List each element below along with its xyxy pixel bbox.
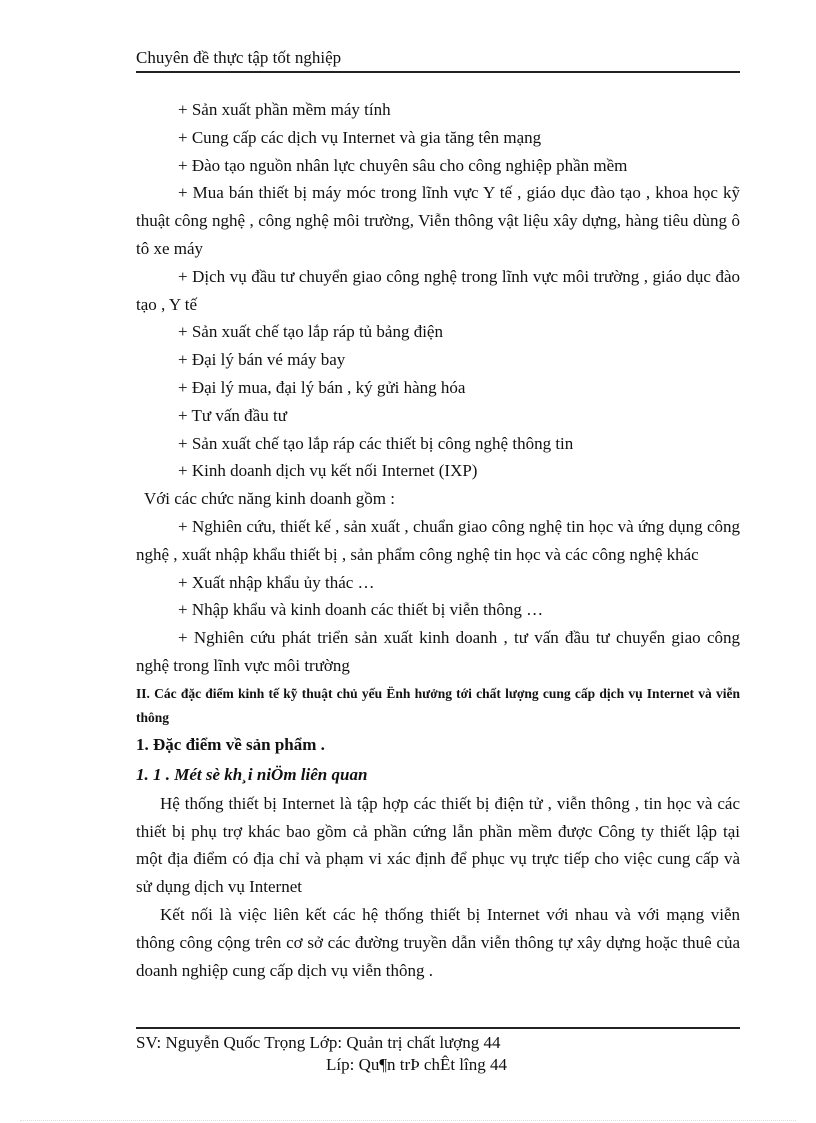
footer-class-line: Líp: Qu¶n trÞ chÊt lîng 44 [326,1055,507,1074]
list-item: + Kinh doanh dịch vụ kết nối Internet (IXP) [178,461,478,481]
section-heading: II. Các đặc điểm kinh tế kỹ thuật chủ yếu Ënh hưởng tới chất lượng cung cấp dịch vụ Internet và viễn thông [136,685,740,725]
footer-divider [136,1027,740,1029]
heading-product-features: 1. Đặc điểm về sản phẩm . [136,734,325,754]
page-header-title: Chuyên đề thực tập tốt nghiệp [136,48,342,67]
list-item: + Đại lý bán vé máy bay [178,350,346,370]
list-item: + Tư vấn đầu tư [178,405,287,425]
list-item: + Sản xuất chế tạo lắp ráp tủ bảng điện [178,322,443,342]
list-item: + Sản xuất chế tạo lắp ráp các thiết bị công nghệ thông tin [178,433,574,453]
paragraph-internet-system: Hệ thống thiết bị Internet là tập hợp các thiết bị điện tử , viễn thông , tin học và các thiết bị phụ trợ khác bao gồm cả phần cứng lẫn phần mềm được Công ty thiết lập tại một địa điểm có địa chỉ và phạm vi xác định để phục vụ trực tiếp cho việc cung cấp và sử dụng dịch vụ Internet [136,793,740,897]
list-item: + Sản xuất phần mềm máy tính [178,100,391,119]
list-item: + Dịch vụ đầu tư chuyển giao công nghệ trong lĩnh vực môi trường , giáo dục đào tạo , Y tế [136,266,740,314]
heading-related-concepts: 1. 1 . Mét sè kh¸i niÖm liên quan [136,764,368,784]
list-item: + Đại lý mua, đại lý bán , ký gửi hàng hóa [178,377,466,397]
list-item: + Cung cấp các dịch vụ Internet và gia tăng tên mạng [178,127,542,147]
list-item: + Xuất nhập khẩu ủy thác … [178,572,375,592]
functions-intro: Với các chức năng kinh doanh gồm : [144,489,395,509]
list-item: + Mua bán thiết bị máy móc trong lĩnh vực Y tế , giáo dục đào tạo , khoa học kỹ thuật công nghệ , công nghệ môi trường, Viễn thông vật liệu xây dựng, hàng tiêu dùng ô tô xe máy [136,183,740,258]
document-body [136,96,740,984]
list-item: + Nhập khẩu và kinh doanh các thiết bị viễn thông … [178,600,544,620]
list-item: + Nghiên cứu phát triển sản xuất kinh doanh , tư vấn đầu tư chuyển giao công nghệ trong lĩnh vực môi trường [136,628,740,675]
page-edge [20,1120,796,1121]
header-divider [136,71,740,73]
list-item: + Đào tạo nguồn nhân lực chuyên sâu cho công nghiệp phần mềm [178,155,628,175]
footer-student-line: SV: Nguyễn Quốc Trọng Lớp: Quản trị chất lượng 44 [136,1033,501,1052]
list-item: + Nghiên cứu, thiết kế , sản xuất , chuẩn giao công nghệ tin học và ứng dụng công nghệ , xuất nhập khẩu thiết bị , sản phẩm công nghệ tin học và các công nghệ khác [136,516,740,564]
paragraph-connection: Kết nối là việc liên kết các hệ thống thiết bị Internet với nhau và với mạng viễn thông công cộng trên cơ sở các đường truyền dẫn viễn thông tự xây dựng hoặc thuê của doanh nghiệp cung cấp dịch vụ viễn thông . [136,904,740,980]
